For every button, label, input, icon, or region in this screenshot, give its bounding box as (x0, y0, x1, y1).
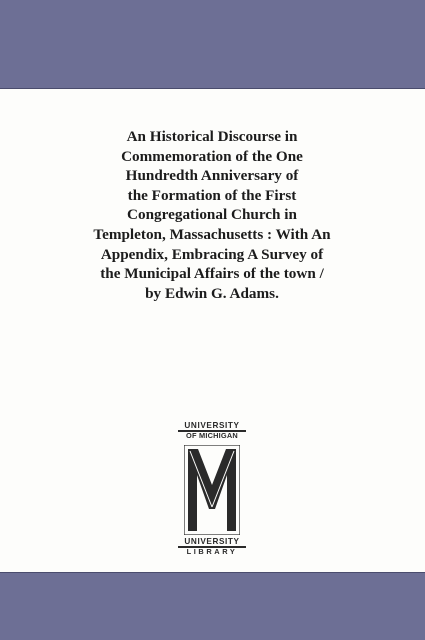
title-line: Congregational Church in (127, 206, 297, 224)
logo-text-of-michigan: OF MICHIGAN (186, 431, 238, 440)
top-color-band (0, 0, 425, 88)
title-line: Commemoration of the One (121, 147, 303, 165)
title-line: by Edwin G. Adams. (145, 284, 279, 302)
title-line: Appendix, Embracing A Survey of (100, 245, 324, 263)
book-title (52, 127, 372, 303)
title-page (0, 88, 425, 573)
bottom-color-band (0, 573, 425, 640)
title-line: the Formation of the First (127, 186, 297, 204)
title-line: Templeton, Massachusetts : With An (93, 225, 331, 243)
university-of-michigan-library-logo (176, 421, 248, 561)
m-block-icon (184, 445, 240, 535)
title-line: Hundredth Anniversary of (125, 167, 299, 185)
title-line: An Historical Discourse in (126, 128, 298, 145)
logo-text-library: LIBRARY (186, 547, 238, 556)
title-line: the Municipal Affairs of the town / (100, 265, 324, 283)
logo-text-university-lower: UNIVERSITY (184, 537, 240, 546)
logo-text-university: UNIVERSITY (184, 421, 240, 430)
